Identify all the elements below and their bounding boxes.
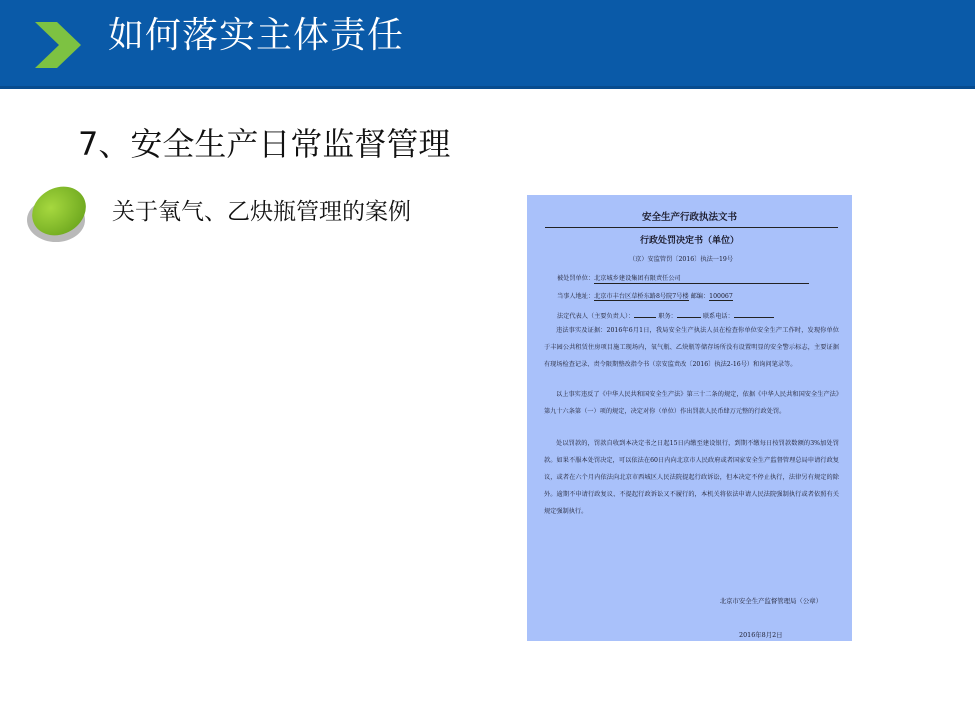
legal-rep-label: 法定代表人（主要负责人）： [557, 313, 635, 320]
penalty-decision-document [527, 195, 852, 641]
header-bar [0, 0, 975, 89]
document-title: 安全生产行政执法文书 [641, 212, 737, 223]
postcode-label: 邮编： [690, 293, 710, 300]
address-value: 北京市丰台区草桥东路8号院7号楼 [594, 293, 689, 300]
violation-paragraph: 以上事实违反了《中华人民共和国安全生产法》第三十二条的规定，依据《中华人民共和国安全生产法》第九十六条第（一）项的规定，决定对你（单位）作出罚款人民币肆万元整的行政处罚。 [544, 391, 839, 415]
position-blank [677, 310, 701, 318]
facts-paragraph: 违法事实及证据：2016年6月1日，我局安全生产执法人员在检查你单位安全生产工作时，发现你单位于丰园公共租赁住房项目施工现场内，氧气瓶、乙炔瓶等储存场所没有设置明显的安全警示标志，主要证据有现场检查记录、责令限期整改指令书（京安监责改〔2016〕执法2-16号）和询问笔录等。 [544, 327, 839, 368]
party-row [557, 274, 809, 284]
section-heading: 7、安全生产日常监督管理 [78, 125, 451, 163]
bullet-icon [26, 178, 90, 248]
phone-label: 联系电话： [702, 313, 734, 320]
phone-blank [734, 310, 774, 318]
postcode-value: 100067 [709, 293, 733, 300]
party-value: 北京城乡建设集团有限责任公司 [594, 274, 809, 284]
bullet-text: 关于氧气、乙炔瓶管理的案例 [112, 199, 411, 225]
document-subtitle: 行政处罚决定书（单位） [639, 236, 739, 246]
chevron-right-icon [33, 20, 83, 70]
address-label: 当事人地址： [557, 293, 595, 300]
title-divider [545, 227, 838, 228]
issuing-authority: 北京市安全生产监督管理局（公章） [719, 597, 822, 605]
payment-paragraph: 处以罚款的，罚款自收到本决定书之日起15日内缴至建设银行，到期不缴每日按罚款数额的3%加处罚款。如果不服本处罚决定，可以依法在60日内向北京市人民政府或者国家安全生产监督管理总局申请行政复议，或者在六个月内依法向北京市西城区人民法院提起行政诉讼，但本决定不停止执行，法律另有规定的除外。逾期不申请行政复议、不提起行政诉讼又不履行的，本机关将依法申请人民法院强制执行或者依照有关规定强制执行。 [544, 440, 839, 515]
legal-rep-blank [634, 310, 656, 318]
slide-title: 如何落实主体责任 [108, 15, 405, 56]
document-number: （京）安监管罚〔2016〕执法一19号 [629, 256, 734, 263]
position-label: 职务： [658, 313, 677, 320]
party-label: 被处罚单位： [557, 275, 595, 282]
issue-date: 2016年8月2日 [739, 631, 783, 639]
legal-rep-row [557, 310, 774, 321]
address-row [557, 292, 733, 301]
